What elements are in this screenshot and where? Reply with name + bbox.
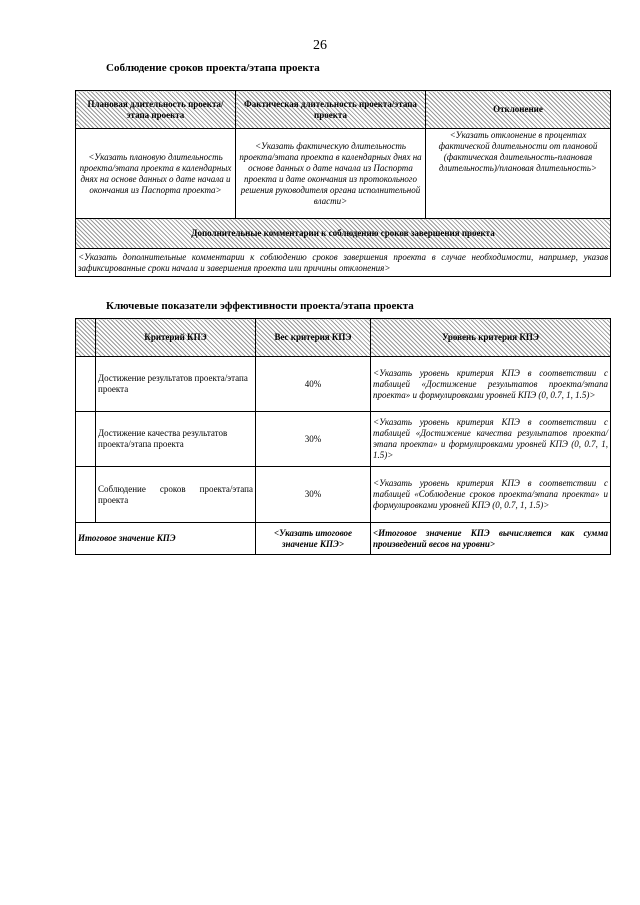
kpi-header-row <box>76 319 611 357</box>
deadlines-header-row <box>76 91 611 129</box>
header-kpi-criterion: Критерий КПЭ <box>96 319 256 357</box>
kpi-header-blank <box>76 319 96 357</box>
kpi-row <box>76 357 611 412</box>
kpi-weight: 30% <box>256 467 371 523</box>
deadlines-data-row <box>76 129 611 219</box>
section-heading-deadlines: Соблюдение сроков проекта/этапа проекта <box>106 62 320 74</box>
planned-duration-cell: <Указать плановую длительность проекта/этапа проекта в календарных днях на основе данных о дате начала и окончания из Паспорта проекта> <box>76 129 236 219</box>
header-deviation: Отклонение <box>426 91 611 129</box>
deviation-cell: <Указать отклонение в процентах фактической длительности от плановой (фактическая длительность-плановая длительность)/плановая длительность> <box>426 129 611 219</box>
kpi-criterion: Достижение качества результатов проекта/этапа проекта <box>96 412 256 467</box>
kpi-total-note: <Итоговое значение КПЭ вычисляется как сумма произведений весов на уровни> <box>371 523 611 555</box>
kpi-row-blank <box>76 467 96 523</box>
kpi-total-value: <Указать итоговое значение КПЭ> <box>256 523 371 555</box>
kpi-weight: 30% <box>256 412 371 467</box>
kpi-row <box>76 412 611 467</box>
header-kpi-weight: Вес критерия КПЭ <box>256 319 371 357</box>
kpi-level: <Указать уровень критерия КПЭ в соответствии с таблицей «Соблюдение сроков проекта/этапа проекта» и формулировками уровней КПЭ (0, 0.7, 1, 1.5)> <box>371 467 611 523</box>
kpi-table <box>75 318 611 555</box>
kpi-criterion: Соблюдение сроков проекта/этапа проекта <box>96 467 256 523</box>
kpi-total-row <box>76 523 611 555</box>
comments-header: Дополнительные комментарии к соблюдению сроков завершения проекта <box>76 219 611 249</box>
actual-duration-cell: <Указать фактическую длительность проекта/этапа проекта в календарных днях на основе данных о дате начала из Паспорта проекта и дате окончания из протокольного решения руководителя органа исполнительной власти> <box>236 129 426 219</box>
header-kpi-level: Уровень критерия КПЭ <box>371 319 611 357</box>
kpi-level: <Указать уровень критерия КПЭ в соответствии с таблицей «Достижение результатов проекта/этапа проекта» и формулировками уровней КПЭ (0, 0.7, 1, 1.5)> <box>371 357 611 412</box>
section-heading-kpi: Ключевые показатели эффективности проекта/этапа проекта <box>106 300 414 312</box>
deadlines-table <box>75 90 611 277</box>
comments-row <box>76 249 611 277</box>
kpi-row <box>76 467 611 523</box>
page-number: 26 <box>313 38 327 53</box>
kpi-criterion: Достижение результатов проекта/этапа проекта <box>96 357 256 412</box>
kpi-row-blank <box>76 412 96 467</box>
kpi-weight: 40% <box>256 357 371 412</box>
comments-text: <Указать дополнительные комментарии к соблюдению сроков завершения проекта в случае необходимости, например, указав зафиксированные сроки начала и завершения проекта или причины отклонения> <box>76 249 611 277</box>
header-actual-duration: Фактическая длительность проекта/этапа проекта <box>236 91 426 129</box>
kpi-total-label: Итоговое значение КПЭ <box>76 523 256 555</box>
comments-header-row <box>76 219 611 249</box>
header-planned-duration: Плановая длительность проекта/этапа проекта <box>76 91 236 129</box>
kpi-row-blank <box>76 357 96 412</box>
kpi-level: <Указать уровень критерия КПЭ в соответствии с таблицей «Достижение качества результатов проекта/этапа проекта» и формулировками уровней КПЭ (0, 0.7, 1, 1.5)> <box>371 412 611 467</box>
